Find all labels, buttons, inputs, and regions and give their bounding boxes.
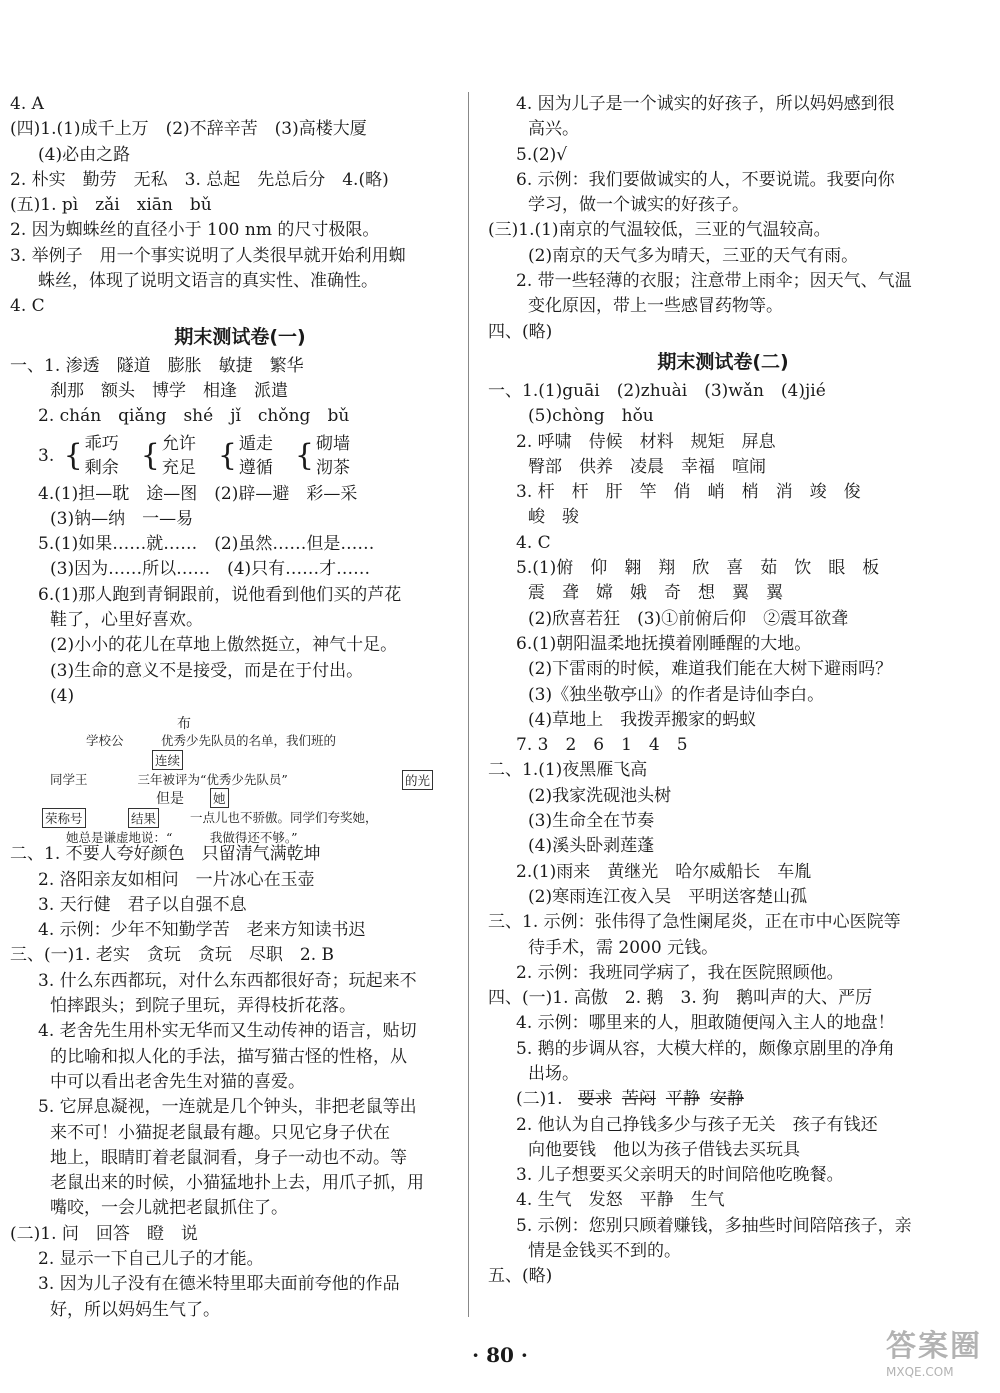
char-word: 遵循: [238, 458, 273, 479]
answer-line: (2)欣喜若狂 (3)①前俯后仰 ②震耳欲聋: [528, 608, 849, 629]
answer-line: (二)1. 问 回答 瞪 说: [10, 1223, 198, 1244]
char-word: 遁走: [238, 434, 273, 455]
left-answers-part-a: [10, 92, 470, 320]
answer-line: (3)钠—纳 一—易: [50, 508, 194, 529]
char-word: 砌墙: [316, 434, 351, 455]
struck-word: 苦闷: [621, 1089, 656, 1110]
answer-line: 2. 显示一下自己儿子的才能。: [38, 1248, 264, 1269]
figure-line-1: 学校公 优秀少先队员的名单，我们班的: [86, 733, 337, 749]
answer-line: 4. 老舍先生用朴实无华而又生动传神的语言，贴切: [38, 1021, 417, 1042]
char-pair: [316, 432, 350, 480]
answer-line: 4. 因为儿子是一个诚实的好孩子，所以妈妈感到很: [516, 94, 895, 114]
answer-line: 蛛丝，体现了说明文语言的真实性、准确性。: [38, 271, 378, 292]
struck-words-line: [488, 1087, 958, 1112]
watermark-text: 答案圈: [886, 1329, 982, 1364]
brace-glyph: {: [140, 438, 160, 474]
answer-line: 4.(1)担—耽 途—图 (2)辟—避 彩—采: [38, 483, 358, 504]
answer-line: 高兴。: [528, 119, 579, 140]
brace-glyph: {: [217, 438, 237, 474]
answer-line: 2.(1)雨来 黄继光 哈尔威船长 车胤: [516, 861, 812, 882]
proofreading-figure: [40, 713, 450, 846]
answer-line: (3)生命全在节奏: [528, 811, 655, 832]
char-word: 乖巧: [84, 434, 119, 455]
char-pair: [85, 432, 119, 480]
answer-line: 6.(1)朝阳温柔地抚摸着刚睡醒的大地。: [516, 633, 812, 654]
answer-line: 中可以看出老舍先生对猫的喜爱。: [50, 1071, 305, 1092]
figure-word-lianxu: 连续: [152, 750, 183, 770]
answer-line: (2)我家洗砚池头树: [528, 785, 672, 806]
answer-line: 3. 举例子 用一个事实说明了人类很早就开始利用蜘: [10, 245, 406, 266]
answer-line: (3)生命的意义不是接受，而是在于付出。: [50, 660, 364, 681]
answer-line: 来不可！小猫捉老鼠最有趣。只见它身子伏在: [50, 1122, 390, 1143]
right-answers-part-a: [488, 92, 958, 345]
brace-glyph: {: [63, 438, 83, 474]
figure-word-danshi: 但是: [156, 791, 184, 808]
answer-line: 4. C: [10, 296, 45, 317]
answer-line: 5. 鹅的步调从容，大模大样的，颇像京剧里的净角: [516, 1038, 895, 1059]
answer-line: 5. 示例：您别只顾着赚钱，多抽些时间陪陪孩子，亲: [516, 1215, 912, 1236]
answer-line: 向他要钱 他以为孩子借钱去买玩具: [528, 1139, 800, 1160]
q3-groups: [60, 434, 368, 479]
right-column: [488, 92, 958, 1290]
answer-line: (4)草地上 我拨弄搬家的蚂蚁: [528, 709, 757, 730]
answer-line: 5.(2)√: [516, 144, 568, 165]
right-answers-part-b: [488, 379, 958, 1087]
answer-line: 地上，眼睛盯着老鼠洞看，身子一动也不动。等: [50, 1147, 407, 1168]
answer-line: (5)chòng hǒu: [528, 406, 654, 427]
struck-word: 安静: [709, 1089, 744, 1110]
answer-line: (2)寒雨连江夜入吴 平明送客楚山孤: [528, 886, 808, 907]
answer-line: 6. 示例：我们要做诚实的人，不要说谎。我要向你: [516, 169, 895, 190]
figure-word-rongchenghao: 荣称号: [42, 808, 86, 828]
answer-line: 出场。: [528, 1063, 579, 1084]
answer-line: 3. 什么东西都玩，对什么东西都很好奇；玩起来不: [38, 970, 417, 991]
answer-line: (2)南京的天气多为晴天，三亚的天气有雨。: [528, 245, 859, 266]
answer-line: 二、1. 不要人夸好颜色 只留清气满乾坤: [10, 844, 321, 865]
answer-line: 变化原因，带上一些感冒药物等。: [528, 296, 783, 317]
figure-word-jieguo: 结果: [128, 808, 159, 828]
answer-line: 四、(略): [488, 321, 553, 342]
char-word: 剩余: [84, 458, 119, 479]
section-title-exam-1: 期末测试卷(一): [174, 325, 306, 348]
answer-line: 4. A: [10, 94, 44, 114]
answer-line: 2. 朴实 勤劳 无私 3. 总起 先总后分 4.(略): [10, 169, 389, 190]
char-word: 充足: [161, 458, 196, 479]
struck-word: 平静: [665, 1089, 700, 1110]
answer-line: (4)必由之路: [38, 144, 131, 165]
left-column: [10, 92, 470, 1323]
answer-line: 一、1.(1)guāi (2)zhuài (3)wǎn (4)jié: [488, 380, 826, 401]
answer-line: (四)1.(1)成千上万 (2)不辞辛苦 (3)高楼大厦: [10, 119, 367, 140]
answer-line: 一、1. 渗透 隧道 膨胀 敏捷 繁华: [10, 355, 304, 376]
answer-line: 学习，做一个诚实的好孩子。: [528, 195, 749, 216]
answer-line: 三、(一)1. 老实 贪玩 贪玩 尽职 2. B: [10, 945, 335, 966]
answer-line: 5.(1)俯 仰 翱 翔 欣 喜 茹 饮 眼 板: [516, 558, 880, 579]
struck-words: [568, 1089, 744, 1109]
answer-line: 3. 因为儿子没有在德米特里耶夫面前夸他的作品: [38, 1274, 400, 1295]
answer-line: 2. 呼啸 侍候 材料 规矩 屏息: [516, 431, 776, 452]
answer-line: 四、(一)1. 高傲 2. 鹅 3. 狗 鹅叫声的大、严厉: [488, 988, 873, 1009]
answer-line: 2. 示例：我班同学病了，我在医院照顾他。: [516, 962, 844, 983]
answer-line: (2)小小的花儿在草地上傲然挺立，神气十足。: [50, 635, 398, 656]
answer-line: 待手术，需 2000 元钱。: [528, 937, 719, 958]
answer-line: (五)1. pì zǎi xiān bǔ: [10, 195, 212, 216]
answer-line: 5.(1)如果……就…… (2)虽然……但是……: [38, 534, 375, 555]
answer-line: 4. C: [516, 532, 551, 553]
answer-line: 五、(略): [488, 1266, 553, 1287]
answer-line: 情是金钱买不到的。: [528, 1241, 681, 1262]
section-title-exam-2: 期末测试卷(二): [657, 350, 789, 373]
answer-line: 5. 它屏息凝视，一连就是几个钟头，非把老鼠等出: [38, 1097, 417, 1118]
answer-line: 4. 示例：少年不知勤学苦 老来方知读书迟: [38, 920, 366, 941]
brace-glyph: {: [294, 438, 315, 474]
page-number: · 80 ·: [472, 1343, 528, 1367]
answer-line: 2. 他认为自己挣钱多少与孩子无关 孩子有钱还: [516, 1114, 878, 1135]
char-word: 允许: [161, 434, 196, 455]
figure-word-ta: 她: [210, 788, 229, 808]
char-pair: [239, 432, 273, 480]
answer-line: 好，所以妈妈生气了。: [50, 1299, 220, 1320]
left-answers-part-d: [10, 842, 470, 1323]
watermark-logo: [886, 1321, 982, 1379]
char-pair: [162, 432, 196, 480]
figure-word-deguang: 的光: [402, 770, 433, 790]
answer-line: (3)因为……所以…… (4)只有……才……: [50, 559, 371, 580]
answer-line: 2. 带一些轻薄的衣服；注意带上雨伞；因天气、气温: [516, 271, 912, 292]
answer-line: 怕摔跟头；到院子里玩，弄得枝折花落。: [50, 996, 356, 1017]
answer-line: 三、1. 示例：张伟得了急性阑尾炎，正在市中心医院等: [488, 912, 901, 933]
answer-line: (2)下雷雨的时候，难道我们能在大树下避雨吗？: [528, 659, 893, 680]
struck-word: 要求: [577, 1089, 612, 1110]
answer-line: (三)1.(1)南京的气温较低，三亚的气温较高。: [488, 220, 831, 241]
answer-line: 3. 天行健 君子以自强不息: [38, 894, 247, 915]
struck-line-prefix: (二)1.: [516, 1089, 563, 1110]
answer-line: 2. chán qiǎng shé jǐ chǒng bǔ: [38, 406, 350, 427]
answer-line: (4): [50, 685, 75, 706]
answer-line: 鞋了，心里好喜欢。: [50, 610, 203, 631]
watermark-url: MXQE.COM: [886, 1365, 954, 1379]
answer-line: 老鼠出来的时候，小猫猛地扑上去，用爪子抓，用: [50, 1173, 424, 1194]
answer-line: 2. 因为蜘蛛丝的直径小于 100 nm 的尺寸极限。: [10, 220, 380, 241]
answer-line: 6.(1)那人跑到青铜跟前，说他看到他们买的芦花: [38, 584, 402, 605]
answer-line: 3. 杆 杆 肝 竿 俏 峭 梢 消 竣 俊: [516, 482, 861, 503]
answer-line: 二、1.(1)夜黑雁飞高: [488, 760, 648, 781]
q3-char-groups: [10, 430, 470, 482]
answer-line: 刹那 额头 博学 相逢 派遣: [50, 380, 288, 401]
answer-line: 嘴咬，一会儿就把老鼠抓住了。: [50, 1198, 288, 1219]
answer-line: 4. 示例：哪里来的人，胆敢随便闯入主人的地盘！: [516, 1013, 895, 1034]
left-answers-part-b: [10, 354, 470, 430]
figure-line-3: 一点儿也不骄傲。同学们夸奖她，: [190, 810, 378, 826]
answer-line: 4. 生气 发怒 平静 生气: [516, 1190, 725, 1211]
answer-line: 2. 洛阳亲友如相问 一片冰心在玉壶: [38, 869, 315, 890]
answer-line: 震 聋 嫦 娥 奇 想 翼 翼: [528, 583, 783, 604]
answer-line: 3. 儿子想要买父亲明天的时间陪他吃晚餐。: [516, 1165, 844, 1186]
answer-line: 7. 3 2 6 1 4 5: [516, 735, 688, 756]
q3-label: 3.: [38, 445, 55, 466]
figure-line-4: 她总是谦虚地说：“ 我做得还不够。”: [66, 830, 298, 846]
left-answers-part-c: [10, 482, 470, 710]
answer-line: (3)《独坐敬亭山》的作者是诗仙李白。: [528, 684, 825, 705]
answer-line: 峻 骏: [528, 507, 579, 528]
answer-line: 臀部 供养 凌晨 幸福 喧闹: [528, 456, 766, 477]
char-word: 沏茶: [316, 458, 351, 479]
figure-line-2: 同学王 三年被评为“优秀少先队员”: [50, 772, 288, 788]
figure-word-bu: 布: [177, 716, 191, 733]
answer-line: (4)溪头卧剥莲蓬: [528, 836, 655, 857]
right-answers-part-c: [488, 1113, 958, 1290]
answer-line: 的比喻和拟人化的手法，描写猫古怪的性格，从: [50, 1046, 407, 1067]
